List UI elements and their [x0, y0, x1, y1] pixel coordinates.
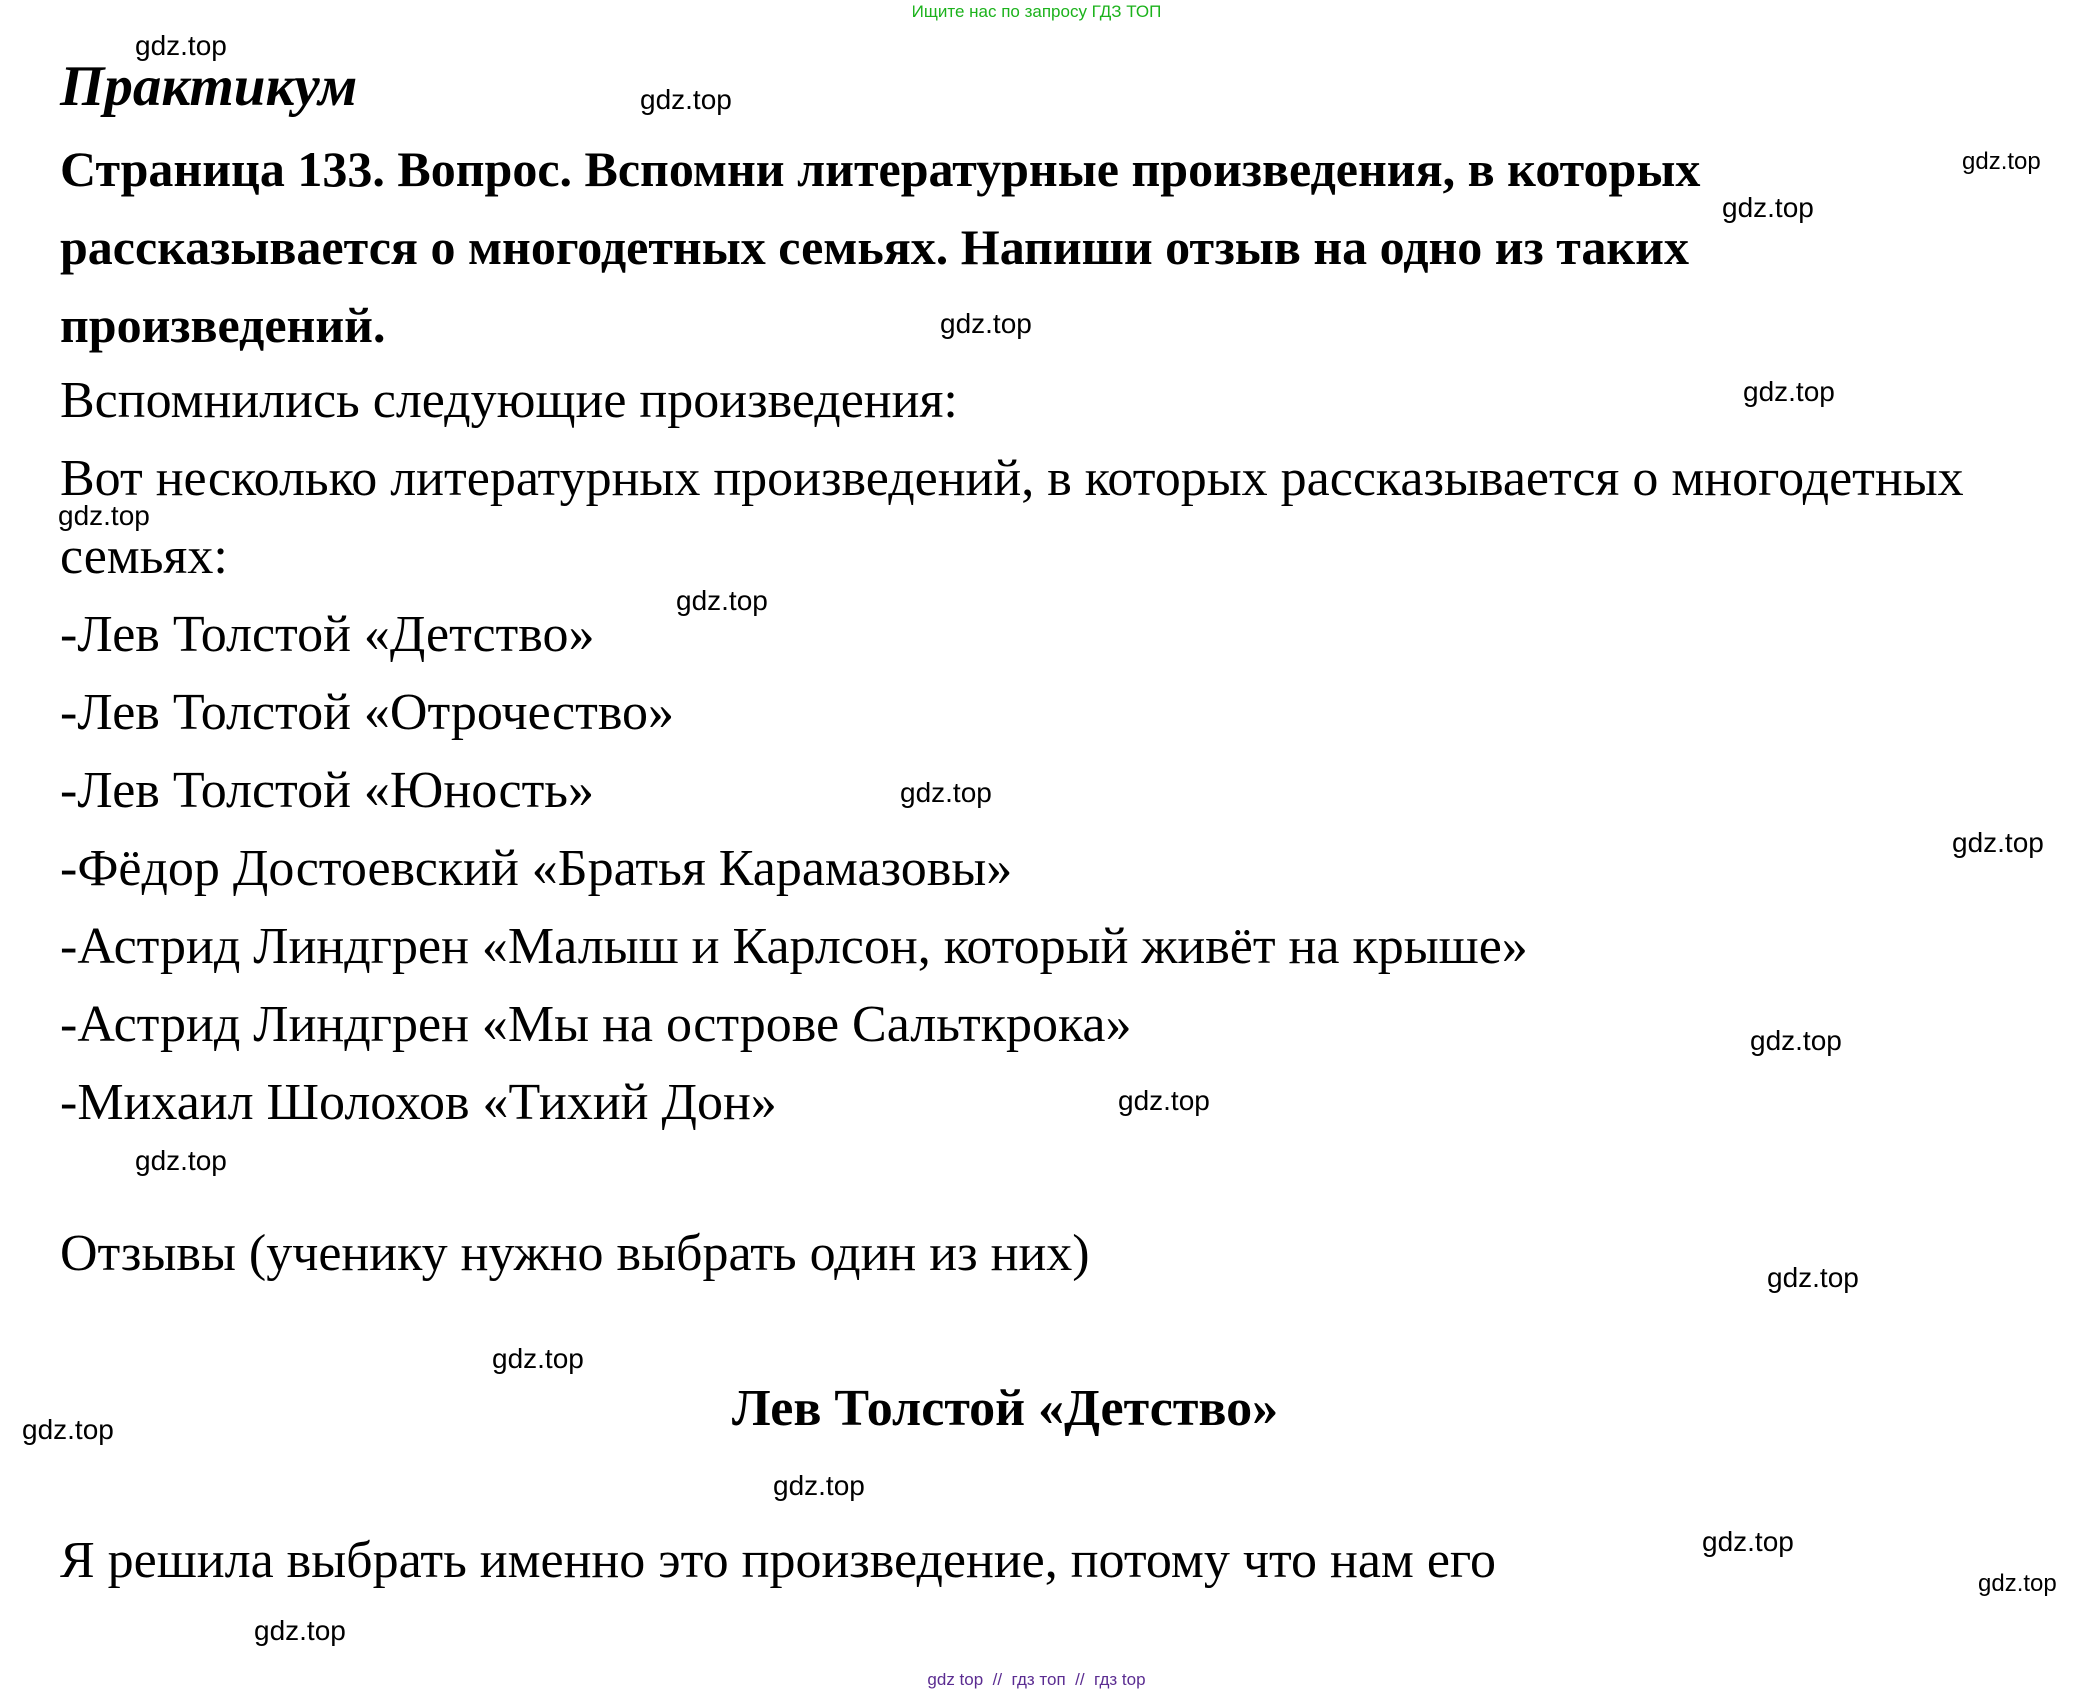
work-item: -Фёдор Достоевский «Братья Карамазовы»: [60, 840, 1013, 897]
footer-item: гдз top: [1094, 1670, 1146, 1689]
watermark: gdz.top: [1750, 1025, 1842, 1056]
answer-intro: Вспомнились следующие произведения:: [60, 372, 958, 429]
work-item: -Астрид Линдгрен «Мы на острове Сальткрока»: [60, 996, 1132, 1053]
watermark: gdz.top: [135, 1145, 227, 1176]
footer-watermark: [0, 1670, 2073, 1690]
answer-lead: Вот несколько литературных произведений, в которых рассказывается о многодетных семьях:: [60, 450, 1964, 585]
watermark: gdz.top: [254, 1615, 346, 1646]
work-item: -Михаил Шолохов «Тихий Дон»: [60, 1074, 777, 1131]
watermark: gdz.top: [135, 30, 227, 61]
footer-item: gdz top: [927, 1670, 984, 1689]
watermark: gdz.top: [1952, 827, 2044, 858]
watermark: gdz.top: [58, 500, 150, 531]
watermark: gdz.top: [22, 1414, 114, 1445]
watermark: gdz.top: [640, 84, 732, 115]
watermark: gdz.top: [1118, 1085, 1210, 1116]
watermark: gdz.top: [1962, 148, 2041, 175]
watermark: gdz.top: [1978, 1570, 2057, 1597]
review-title: Лев Толстой «Детство»: [731, 1380, 1279, 1437]
watermark: gdz.top: [1722, 192, 1814, 223]
watermark: gdz.top: [773, 1470, 865, 1501]
footer-separator: //: [992, 1670, 1003, 1689]
work-item: -Астрид Линдгрен «Малыш и Карлсон, который живёт на крыше»: [60, 918, 1528, 975]
review-text: Я решила выбрать именно это произведение, потому что нам его: [60, 1532, 1496, 1589]
works-list: [60, 596, 1990, 1142]
section-title: Практикум: [60, 55, 358, 118]
answer-block: [60, 362, 1990, 1142]
reviews-label: Отзывы (ученику нужно выбрать один из них): [60, 1225, 1090, 1282]
work-item: -Лев Толстой «Отрочество»: [60, 684, 675, 741]
search-hint-banner: Ищите нас по запросу ГДЗ ТОП: [911, 2, 1162, 21]
watermark: gdz.top: [676, 585, 768, 616]
footer-separator: //: [1075, 1670, 1085, 1689]
work-item: -Лев Толстой «Юность»: [60, 762, 595, 819]
watermark: gdz.top: [900, 777, 992, 808]
footer-item: гдз топ: [1011, 1670, 1066, 1689]
watermark: gdz.top: [1702, 1526, 1794, 1557]
watermark: gdz.top: [1743, 376, 1835, 407]
question-text: Страница 133. Вопрос. Вспомни литературные произведения, в которых рассказывается о многодетных семьях. Напиши отзыв на одно из таких произведений.: [60, 141, 1701, 353]
watermark: gdz.top: [492, 1343, 584, 1374]
watermark: gdz.top: [940, 308, 1032, 339]
watermark: gdz.top: [1767, 1262, 1859, 1293]
work-item: -Лев Толстой «Детство»: [60, 606, 595, 663]
